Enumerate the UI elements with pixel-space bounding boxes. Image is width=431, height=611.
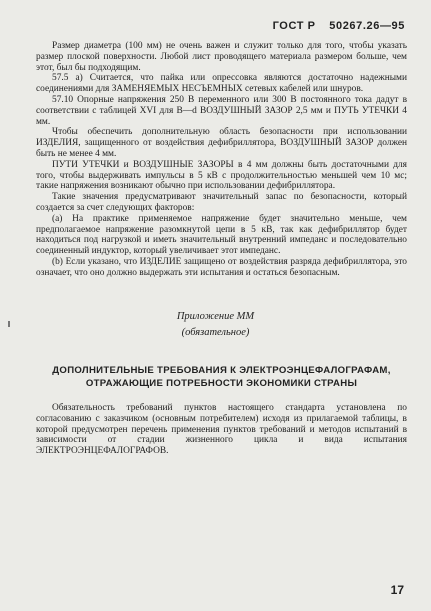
section-heading (36, 364, 407, 390)
page-number: 17 (390, 583, 404, 597)
paragraph: (а) На практике применяемое напряжение будет значительно меньше, чем предполагаемое напряжение разомкнутой цепи в 5 кВ, так как дефибриллятор будет находиться под нагрузкой и иметь значительный внутренний импеданс и последовательно соединенный индуктор, который увеличивает этот импеданс. (36, 213, 407, 257)
paragraph: 57.10 Опорные напряжения 250 В переменного или 300 В постоянного тока дадут в соответствии с таблицей XVI для В—d ВОЗДУШНЫЙ ЗАЗОР 2,5 мм и ПУТЬ УТЕЧКИ 4 мм. (36, 94, 407, 127)
paragraph: ПУТИ УТЕЧКИ и ВОЗДУШНЫЕ ЗАЗОРЫ в 4 мм должны быть достаточными для того, чтобы выдерживать импульсы в 5 кВ с продолжительностью меньшей чем 10 мс; такие напряжения возникают обычно при использовании дефибриллятора. (36, 159, 407, 192)
paragraph: Обязательность требований пунктов настоящего стандарта установлена по согласованию с заказчиком (основным потребителем) исходя из прилагаемой таблицы, в которой предусмотрен перечень применения пунктов требований и методов испытаний в зависимости от стадии жизненного цикла и вида испытания ЭЛЕКТРОЭНЦЕФАЛОГРАФОВ. (36, 403, 407, 457)
paragraph: Размер диаметра (100 мм) не очень важен и служит только для того, чтобы указать размер плоской поверхности. Любой лист проводящего материала размером больше, чем этот, был бы подходящим. (36, 41, 407, 73)
paragraph: 57.5 а) Считается, что пайка или опрессовка являются достаточно надежными соединениями для ЗАМЕНЯЕМЫХ НЕСЪЕМНЫХ сетевых кабелей или шнуров. (36, 73, 407, 95)
paragraph: (b) Если указано, что ИЗДЕЛИЕ защищено от воздействия разряда дефибриллятора, это означает, что оно должно выдержать эти испытания и остаться безопасным. (36, 256, 407, 278)
page-header (273, 20, 405, 32)
standard-number: 50267.26—95 (329, 20, 405, 32)
appendix-subtitle: (обязательное) (181, 327, 250, 338)
section-heading-line: ОТРАЖАЮЩИЕ ПОТРЕБНОСТИ ЭКОНОМИКИ СТРАНЫ (85, 378, 358, 389)
paragraph: Такие значения предусматривают значительный запас по безопасности, который создается за счет следующих факторов: (36, 192, 407, 213)
standard-label: ГОСТ Р (272, 20, 316, 32)
section-text-block (36, 403, 407, 457)
paragraph: Чтобы обеспечить дополнительную область безопасности при использовании ИЗДЕЛИЯ, защищенного от воздействия дефибриллятора, ВОЗДУШНЫЙ ЗАЗОР должен быть не менее 4 мм. (36, 127, 407, 159)
section-heading-line: ДОПОЛНИТЕЛЬНЫЕ ТРЕБОВАНИЯ К ЭЛЕКТРОЭНЦЕФАЛОГРАФАМ, (52, 365, 391, 376)
main-text-block (36, 41, 407, 279)
appendix-title: Приложение ММ (176, 311, 255, 322)
